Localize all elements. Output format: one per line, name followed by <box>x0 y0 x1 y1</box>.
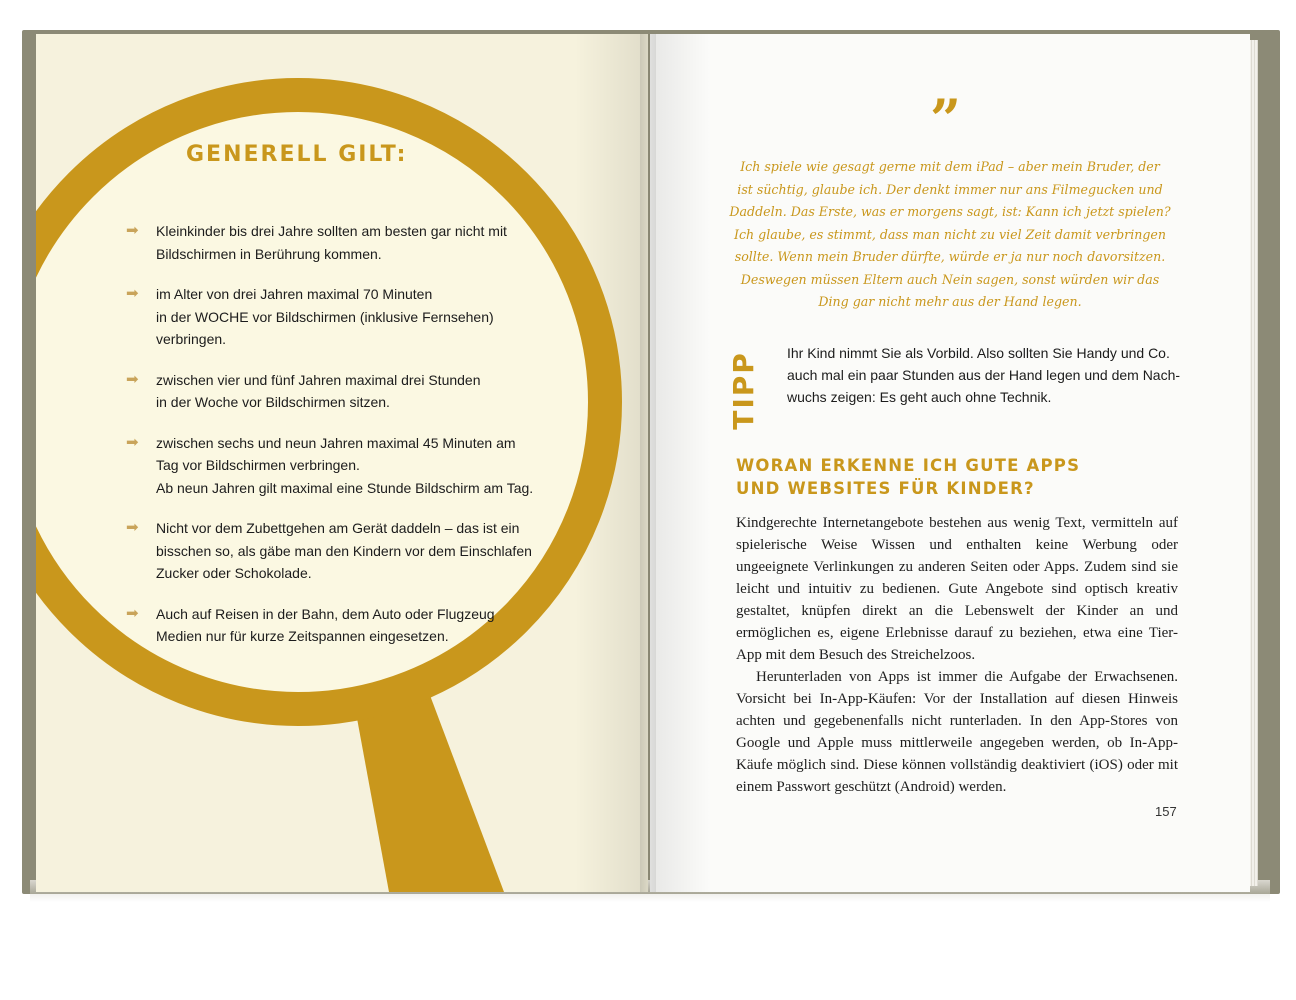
rule-line: Medien nur für kurze Zeitspannen eingesetzen. <box>156 628 449 644</box>
rule-line: zwischen vier und fünf Jahren maximal drei Stunden <box>156 371 481 388</box>
heading-line: UND WEBSITES FÜR KINDER? <box>736 479 1035 498</box>
tipp-line: auch mal ein paar Stunden aus der Hand legen und dem Nach- <box>787 367 1181 383</box>
rule-line: Auch auf Reisen in der Bahn, dem Auto oder Flugzeug <box>156 605 495 622</box>
rule-line: Nicht vor dem Zubettgehen am Gerät daddeln – das ist ein <box>156 520 520 536</box>
arrow-right-icon: ➡ <box>126 285 139 302</box>
rule-line: in der Woche vor Bildschirmen sitzen. <box>156 394 390 410</box>
rule-line: Ab neun Jahren gilt maximal eine Stunde Bildschirm am Tag. <box>156 479 534 496</box>
left-page <box>36 34 648 892</box>
arrow-right-icon: ➡ <box>126 433 139 451</box>
arrow-right-icon: ➡ <box>126 222 139 239</box>
tipp-text <box>787 342 1197 408</box>
rule-line: zwischen sechs und neun Jahren maximal 45 Minuten am <box>156 434 516 451</box>
list-item <box>126 603 556 648</box>
list-item <box>126 220 556 265</box>
rules-list <box>126 220 556 666</box>
paragraph: Herunterladen von Apps ist immer die Aufgabe der Erwachsenen. Vorsicht bei In-App-Käufen: Vor der Installation auf diesen Hinweis achten und gegebenenfalls nicht runterladen. In den App-Stores von Google und Apple muss mittlerweile angegeben werden, ob In-App-Käufe möglich sind. Diese können vollständig deaktiviert (iOS) oder mit einem Passwort geschützt (Android) werden. <box>736 669 1178 795</box>
rule-line: bisschen so, als gäbe man den Kindern vor dem Einschlafen <box>156 542 532 559</box>
quote-line: Daddeln. Das Erste, was er morgens sagt, ist: Kann ich jetzt spielen? <box>729 204 1171 219</box>
arrow-right-icon: ➡ <box>126 370 139 388</box>
list-item <box>126 432 556 500</box>
heading-line: WORAN ERKENNE ICH GUTE APPS <box>736 456 1081 475</box>
tipp-line: Ihr Kind nimmt Sie als Vorbild. Also sollten Sie Handy und Co. <box>787 345 1170 361</box>
rule-line: Tag vor Bildschirmen verbringen. <box>156 457 360 473</box>
rule-line: Zucker oder Schokolade. <box>156 565 312 581</box>
book-gutter <box>640 34 656 892</box>
page-number: 157 <box>1155 804 1177 819</box>
quote-line: Ich glaube, es stimmt, dass man nicht zu viel Zeit damit verbringen <box>734 226 1166 242</box>
tipp-label-text: TIPP <box>726 351 760 430</box>
box-title: GENERELL GILT: <box>186 142 408 167</box>
quote-line: ist süchtig, glaube ich. Der denkt immer nur ans Filmegucken und <box>737 181 1163 197</box>
quote-mark-icon: ” <box>930 87 962 151</box>
list-item <box>126 283 556 351</box>
quote-line: sollte. Wenn mein Bruder dürfte, würde er ja nur noch davorsitzen. <box>734 249 1166 264</box>
arrow-right-icon: ➡ <box>126 519 139 536</box>
kid-quote <box>700 156 1200 314</box>
paragraph: Kindgerechte Internetangebote bestehen aus wenig Text, vermitteln auf spielerische Weise Wissen und enthalten keine Werbung oder ungeeignete Verlinkungen zu anderen Seiten oder Apps. Zudem sind sie leicht und intuitiv zu bedienen. Gute Angebote sind optisch kreativ gestaltet, knüpfen direkt an die Lebenswelt der Kinder an und ermöglichen es, eigene Erlebnisse darauf zu beziehen, etwa eine Tier-App mit dem Besuch des Streichelzoos. <box>736 515 1178 663</box>
magnifier-handle <box>354 690 504 892</box>
rule-line: Kleinkinder bis drei Jahre sollten am besten gar nicht mit <box>156 223 507 239</box>
rule-line: Bildschirmen in Berührung kommen. <box>156 245 382 262</box>
tipp-label <box>728 352 768 432</box>
quote-line: Ding gar nicht mehr aus der Hand legen. <box>818 294 1082 309</box>
list-item <box>126 517 556 585</box>
quote-line: Deswegen müssen Eltern auch Nein sagen, sonst würden wir das <box>740 271 1160 287</box>
quote-line: Ich spiele wie gesagt gerne mit dem iPad – aber mein Bruder, der <box>740 159 1160 174</box>
body-text <box>736 512 1178 798</box>
right-page <box>650 34 1250 892</box>
tipp-line: wuchs zeigen: Es geht auch ohne Technik. <box>787 389 1052 405</box>
rule-line: im Alter von drei Jahren maximal 70 Minuten <box>156 286 433 302</box>
section-heading <box>736 454 1080 500</box>
arrow-right-icon: ➡ <box>126 604 139 622</box>
rule-line: in der WOCHE vor Bildschirmen (inklusive Fernsehen) verbringen. <box>156 308 494 347</box>
list-item <box>126 369 556 414</box>
